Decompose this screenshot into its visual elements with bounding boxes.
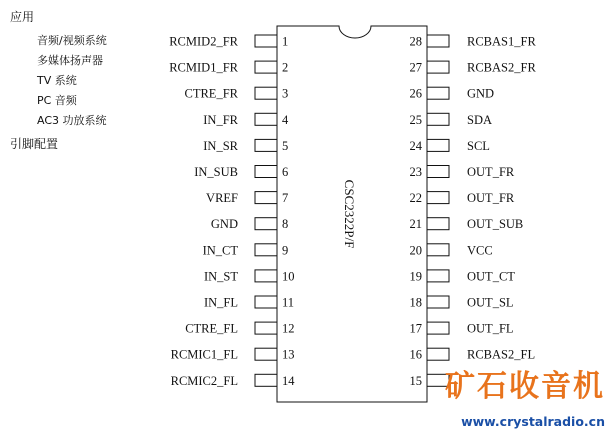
pin-23-label: OUT_FR bbox=[467, 165, 515, 179]
pin-10-number: 10 bbox=[282, 269, 295, 284]
pin-9-label: IN_CT bbox=[202, 243, 238, 258]
applications-title: 应用 bbox=[10, 10, 35, 24]
pin-7-label: VREF bbox=[206, 191, 238, 206]
watermark-brand: 矿石收音机 bbox=[445, 369, 605, 404]
pin-27-pad bbox=[427, 61, 449, 73]
pin-10-pad bbox=[255, 270, 277, 282]
pin-26-label: GND bbox=[467, 86, 495, 101]
pin-7-number: 7 bbox=[282, 191, 289, 206]
pin-8-number: 8 bbox=[282, 217, 289, 232]
pin-17-pad bbox=[427, 322, 449, 334]
list-item: AC3 功放系统 bbox=[37, 114, 107, 127]
pin-7-pad bbox=[255, 192, 277, 204]
left-pins bbox=[169, 35, 295, 388]
pin-2-label: RCMID1_FR bbox=[169, 60, 238, 75]
pin-16-pad bbox=[427, 348, 449, 360]
pin-4-pad bbox=[255, 113, 277, 125]
pin-19-number: 19 bbox=[409, 269, 422, 284]
pin-25-number: 25 bbox=[409, 112, 422, 127]
pin-17-number: 17 bbox=[409, 321, 422, 336]
pin-20-label: VCC bbox=[467, 243, 493, 258]
watermark-url: www.crystalradio.cn bbox=[461, 414, 605, 429]
pin-16-label: RCBAS2_FL bbox=[467, 347, 536, 362]
pin-23-number: 23 bbox=[409, 165, 422, 179]
pin-8-label: GND bbox=[210, 217, 238, 232]
pin-2-pad bbox=[255, 61, 277, 73]
pin-23-pad bbox=[427, 166, 449, 178]
pin-1-label: RCMID2_FR bbox=[169, 34, 238, 49]
pin-4-label: IN_FR bbox=[203, 112, 238, 127]
pin-17-label: OUT_FL bbox=[467, 321, 514, 336]
pin-28-number: 28 bbox=[409, 34, 422, 49]
pin-27-number: 27 bbox=[409, 60, 422, 75]
pin-9-pad bbox=[255, 244, 277, 256]
pin-16-number: 16 bbox=[409, 347, 422, 362]
pin-22-number: 22 bbox=[409, 191, 422, 206]
pin-10-label: IN_ST bbox=[203, 269, 238, 284]
pin-27-label: RCBAS2_FR bbox=[467, 60, 536, 75]
pin-24-number: 24 bbox=[409, 138, 422, 153]
pin-12-number: 12 bbox=[282, 321, 295, 336]
pin-3-pad bbox=[255, 87, 277, 99]
pin-18-label: OUT_SL bbox=[467, 295, 514, 310]
pin-14-pad bbox=[255, 374, 277, 386]
list-item: TV 系统 bbox=[37, 74, 77, 87]
pin-3-label: CTRE_FR bbox=[184, 86, 238, 101]
pin-19-label: OUT_CT bbox=[467, 269, 515, 284]
list-item: 音频/视频系统 bbox=[37, 34, 107, 47]
pin-26-pad bbox=[427, 87, 449, 99]
pin-28-pad bbox=[427, 35, 449, 47]
pin-22-pad bbox=[427, 192, 449, 204]
pin-2-number: 2 bbox=[282, 60, 289, 75]
pin-5-number: 5 bbox=[282, 138, 289, 153]
pin-5-pad bbox=[255, 139, 277, 151]
pin-12-pad bbox=[255, 322, 277, 334]
pin-12-label: CTRE_FL bbox=[185, 321, 238, 336]
pin-6-label: IN_SUB bbox=[194, 165, 238, 179]
pin-15-number: 15 bbox=[409, 373, 422, 388]
pin-14-number: 14 bbox=[282, 373, 295, 388]
pin-config-title: 引脚配置 bbox=[10, 137, 59, 151]
pin-6-number: 6 bbox=[282, 165, 289, 179]
pin-11-number: 11 bbox=[282, 295, 295, 310]
pin-19-pad bbox=[427, 270, 449, 282]
pin-6-pad bbox=[255, 166, 277, 178]
chip-name: CSC2322P/F bbox=[342, 179, 357, 249]
pin-4-number: 4 bbox=[282, 112, 289, 127]
pin-20-pad bbox=[427, 244, 449, 256]
pin-24-label: SCL bbox=[467, 138, 490, 153]
pin-11-label: IN_FL bbox=[203, 295, 238, 310]
pin-13-pad bbox=[255, 348, 277, 360]
pin-1-pad bbox=[255, 35, 277, 47]
list-item: PC 音频 bbox=[37, 94, 77, 107]
pin-25-pad bbox=[427, 113, 449, 125]
pin-21-pad bbox=[427, 218, 449, 230]
right-pins bbox=[410, 35, 537, 388]
pin-26-number: 26 bbox=[409, 86, 422, 101]
pin-18-number: 18 bbox=[409, 295, 422, 310]
pin-5-label: IN_SR bbox=[203, 138, 238, 153]
pin-25-label: SDA bbox=[467, 112, 493, 127]
pin-3-number: 3 bbox=[282, 86, 289, 101]
pin-18-pad bbox=[427, 296, 449, 308]
pin-21-label: OUT_SUB bbox=[467, 217, 524, 232]
pin-1-number: 1 bbox=[282, 34, 289, 49]
pin-13-label: RCMIC1_FL bbox=[170, 347, 238, 362]
pin-13-number: 13 bbox=[282, 347, 295, 362]
pin-21-number: 21 bbox=[409, 217, 422, 232]
list-item: 多媒体扬声器 bbox=[37, 54, 103, 67]
pin-14-label: RCMIC2_FL bbox=[170, 373, 238, 388]
pin-24-pad bbox=[427, 139, 449, 151]
pin-8-pad bbox=[255, 218, 277, 230]
pin-9-number: 9 bbox=[282, 243, 289, 258]
pin-28-label: RCBAS1_FR bbox=[467, 34, 536, 49]
pin-20-number: 20 bbox=[409, 243, 422, 258]
pin-22-label: OUT_FR bbox=[467, 191, 515, 206]
pin-11-pad bbox=[255, 296, 277, 308]
